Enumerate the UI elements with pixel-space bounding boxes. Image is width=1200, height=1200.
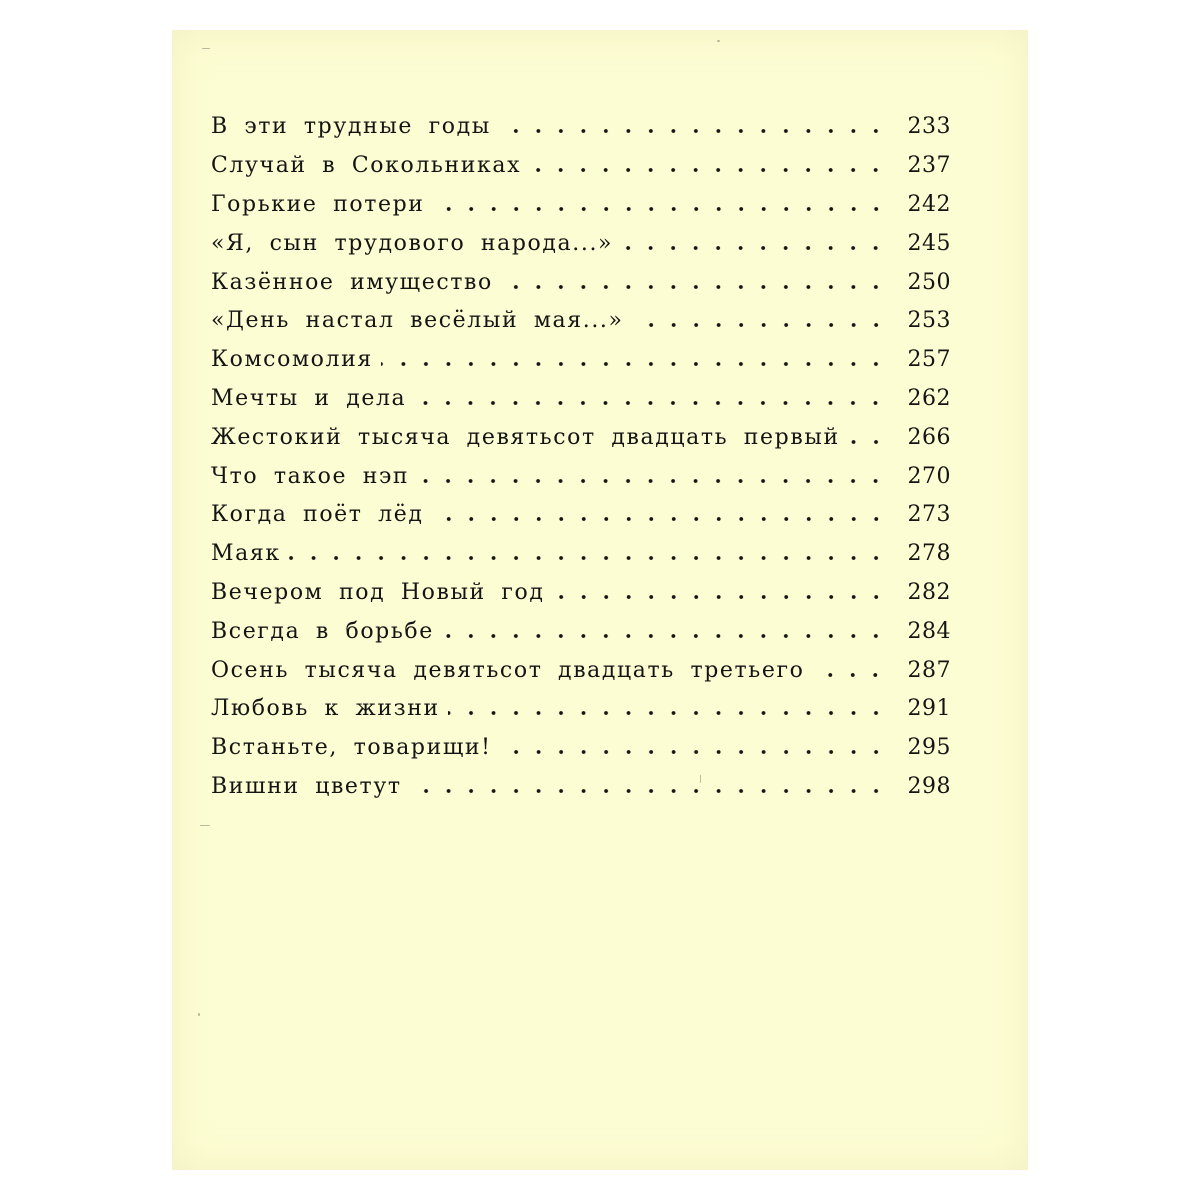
dot-leader xyxy=(621,238,887,258)
dot-leader xyxy=(499,121,887,141)
toc-entry-page-number: 278 xyxy=(907,541,951,567)
toc-entry-title: Комсомолия xyxy=(211,347,373,373)
toc-entry-page-number: 295 xyxy=(907,735,951,761)
dot-leader xyxy=(848,432,887,452)
toc-entry[interactable] xyxy=(211,380,951,419)
toc-entry-page-number: 287 xyxy=(907,657,951,683)
toc-entry-title: Вишни цветут xyxy=(211,773,402,799)
toc-entry[interactable] xyxy=(211,341,951,380)
toc-entry-title: Жестокий тысяча девятьсот двадцать первый xyxy=(211,424,840,450)
toc-entry[interactable] xyxy=(211,574,951,613)
toc-entry[interactable] xyxy=(211,263,951,302)
toc-entry[interactable] xyxy=(211,535,951,574)
toc-entry-title: Мечты и дела xyxy=(211,385,407,411)
toc-entry-page-number: 284 xyxy=(907,618,951,644)
toc-entry[interactable] xyxy=(211,302,951,341)
dot-leader xyxy=(501,277,887,297)
toc-entry-title: Осень тысяча девятьсот двадцать третьего xyxy=(211,657,805,683)
toc-entry-title: Казённое имущество xyxy=(211,269,493,295)
dot-leader xyxy=(812,665,887,685)
toc-entry[interactable] xyxy=(211,768,951,807)
paper-speck xyxy=(202,48,210,49)
dot-leader xyxy=(417,471,887,491)
table-of-contents xyxy=(211,108,951,806)
dot-leader xyxy=(432,509,888,529)
toc-entry-page-number: 250 xyxy=(907,269,951,295)
toc-entry[interactable] xyxy=(211,690,951,729)
paper-speck xyxy=(200,825,210,826)
toc-entry-page-number: 245 xyxy=(907,230,951,256)
toc-entry-title: Что такое нэп xyxy=(211,463,410,489)
toc-entry-title: Встаньте, товарищи! xyxy=(211,735,492,761)
dot-leader xyxy=(381,354,887,374)
toc-entry-title: Всегда в борьбе xyxy=(211,618,434,644)
toc-entry-page-number: 298 xyxy=(907,773,951,799)
toc-entry[interactable] xyxy=(211,147,951,186)
dot-leader xyxy=(433,199,887,219)
dot-leader xyxy=(553,587,887,607)
toc-entry-title: «День настал весёлый мая...» xyxy=(211,308,624,334)
toc-entry-title: Маяк xyxy=(211,541,281,567)
toc-entry-page-number: 262 xyxy=(907,385,951,411)
toc-entry[interactable] xyxy=(211,612,951,651)
toc-entry[interactable] xyxy=(211,651,951,690)
dot-leader xyxy=(448,703,887,723)
paper-speck xyxy=(717,40,720,42)
toc-entry-title: Любовь к жизни xyxy=(211,696,440,722)
toc-entry-page-number: 253 xyxy=(907,308,951,334)
dot-leader xyxy=(442,626,887,646)
toc-entry[interactable] xyxy=(211,496,951,535)
toc-entry-page-number: 266 xyxy=(907,424,951,450)
toc-entry-page-number: 237 xyxy=(907,153,951,179)
toc-entry-title: Горькие потери xyxy=(211,191,425,217)
toc-entry-page-number: 282 xyxy=(907,579,951,605)
dot-leader xyxy=(500,742,887,762)
toc-entry-page-number: 273 xyxy=(907,502,951,528)
toc-entry[interactable] xyxy=(211,457,951,496)
toc-entry[interactable] xyxy=(211,224,951,263)
toc-entry-page-number: 257 xyxy=(907,347,951,373)
dot-leader xyxy=(410,781,887,801)
toc-entry[interactable] xyxy=(211,186,951,225)
toc-entry-title: В эти трудные годы xyxy=(211,114,491,140)
toc-entry-title: «Я, сын трудового народа...» xyxy=(211,230,614,256)
toc-entry-page-number: 242 xyxy=(907,191,951,217)
dot-leader xyxy=(414,393,887,413)
paper-speck xyxy=(198,1013,200,1016)
toc-entry-page-number: 270 xyxy=(907,463,951,489)
toc-entry[interactable] xyxy=(211,729,951,768)
dot-leader xyxy=(632,315,887,335)
toc-entry-title: Случай в Сокольниках xyxy=(211,153,522,179)
toc-entry[interactable] xyxy=(211,418,951,457)
dot-leader xyxy=(289,548,887,568)
dot-leader xyxy=(529,160,887,180)
toc-entry-title: Вечером под Новый год xyxy=(211,579,545,605)
toc-entry-page-number: 233 xyxy=(907,114,951,140)
toc-entry-title: Когда поёт лёд xyxy=(211,502,424,528)
toc-entry[interactable] xyxy=(211,108,951,147)
toc-entry-page-number: 291 xyxy=(907,696,951,722)
